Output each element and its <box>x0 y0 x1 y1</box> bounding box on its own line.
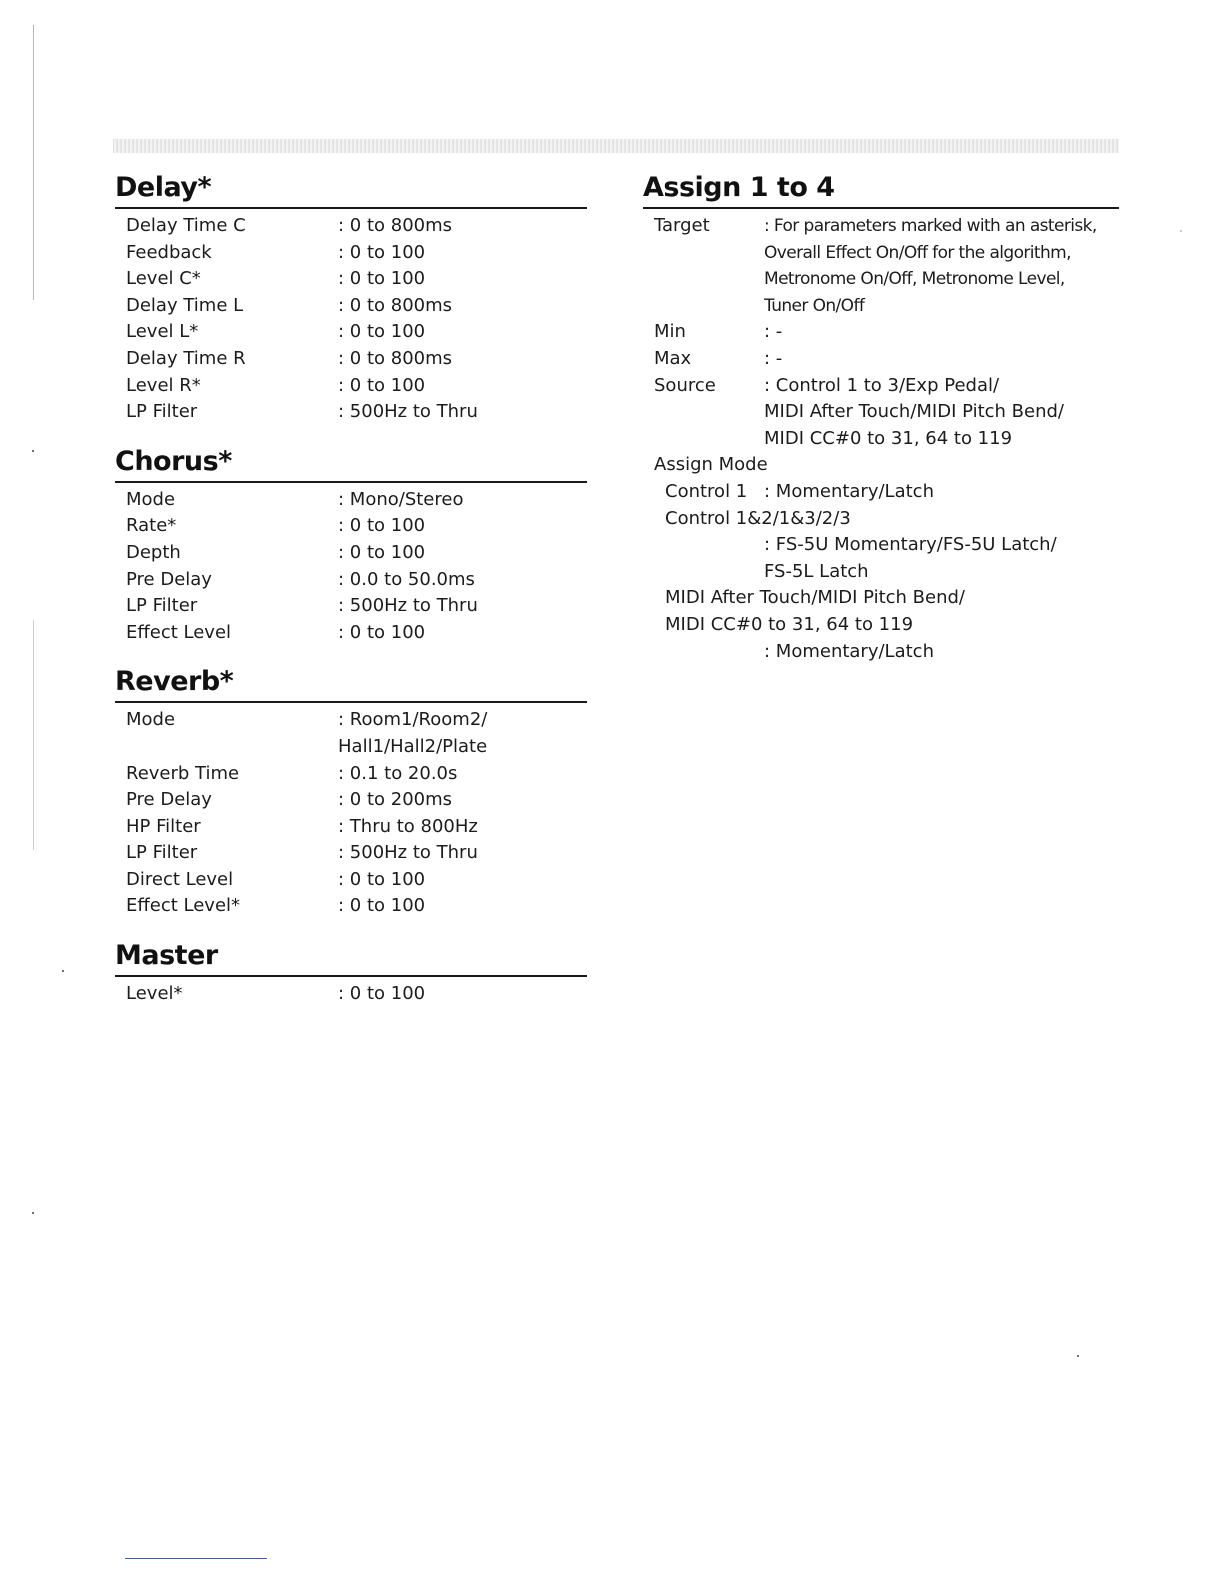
param-value: : 0 to 100 <box>338 868 426 890</box>
assign-section <box>643 170 1119 665</box>
param-label: Level C* <box>126 268 201 290</box>
param-value: : 0 to 100 <box>338 321 426 343</box>
param-label: Feedback <box>126 241 212 263</box>
param-row <box>115 240 587 267</box>
param-value: : 0.0 to 50.0ms <box>338 568 475 590</box>
param-label: Direct Level <box>126 868 234 890</box>
param-value: : Room1/Room2/ Hall1/Hall2/Plate <box>338 709 488 757</box>
param-value: : 0 to 800ms <box>338 347 453 369</box>
param-label: Mode <box>126 709 176 731</box>
param-row <box>115 213 587 240</box>
param-row <box>115 814 587 841</box>
source-row <box>643 373 1119 453</box>
param-label: Pre Delay <box>126 789 212 811</box>
param-row <box>115 567 587 594</box>
param-row <box>115 399 587 426</box>
master-section <box>115 938 587 1008</box>
min-label: Min <box>654 321 686 343</box>
param-row <box>115 981 587 1008</box>
section-rule <box>115 481 587 483</box>
param-value: : 0 to 100 <box>338 241 426 263</box>
param-value: : 0 to 100 <box>338 515 426 537</box>
param-row <box>115 893 587 920</box>
section-rule <box>115 207 587 209</box>
min-value: : - <box>764 321 783 343</box>
param-value: : 500Hz to Thru <box>338 401 478 423</box>
section-title: Master <box>115 940 218 972</box>
param-value: : 0 to 100 <box>338 983 426 1005</box>
param-value: : 500Hz to Thru <box>338 842 478 864</box>
control1-label: Control 1 <box>665 480 748 502</box>
min-row <box>643 319 1119 346</box>
param-row <box>115 540 587 567</box>
section-rule <box>643 207 1119 209</box>
param-value: : 0 to 800ms <box>338 294 453 316</box>
scan-speck <box>1180 230 1182 232</box>
param-label: Reverb Time <box>126 762 240 784</box>
param-value: : 0 to 100 <box>338 541 426 563</box>
max-label: Max <box>654 347 692 369</box>
scan-speck <box>62 970 64 972</box>
scan-speck <box>32 1212 34 1214</box>
param-value: : Thru to 800Hz <box>338 815 478 837</box>
section-title: Delay* <box>115 172 212 203</box>
param-row <box>115 707 587 760</box>
section-title: Chorus* <box>115 445 232 477</box>
param-row <box>115 487 587 514</box>
param-label: Level* <box>126 983 183 1005</box>
param-row <box>115 593 587 620</box>
midi-source-line: MIDI After Touch/MIDI Pitch Bend/ <box>665 587 965 609</box>
param-label: Rate* <box>126 515 177 537</box>
param-label: HP Filter <box>126 815 201 837</box>
param-row <box>115 787 587 814</box>
param-label: Pre Delay <box>126 568 212 590</box>
param-row <box>115 840 587 867</box>
param-value: : 500Hz to Thru <box>338 595 478 617</box>
param-label: Mode <box>126 488 176 510</box>
control-combo-value: : FS-5U Momentary/FS-5U Latch/ FS-5L Latch <box>764 534 1057 582</box>
param-value: : 0.1 to 20.0s <box>338 762 458 784</box>
param-value: : 0 to 100 <box>338 374 426 396</box>
target-row <box>643 213 1119 319</box>
param-row <box>115 266 587 293</box>
param-label: Delay Time L <box>126 294 244 316</box>
max-value: : - <box>764 347 783 369</box>
section-rule <box>115 975 587 977</box>
param-label: Effect Level* <box>126 895 241 917</box>
param-label: Delay Time C <box>126 215 246 236</box>
param-label: LP Filter <box>126 401 198 423</box>
scan-speck <box>32 450 34 452</box>
param-value: : 0 to 100 <box>338 621 426 643</box>
scan-edge-line <box>33 25 34 300</box>
chorus-section <box>115 444 587 647</box>
target-label: Target <box>654 215 710 236</box>
midi-source-line: MIDI CC#0 to 31, 64 to 119 <box>665 613 914 635</box>
param-row <box>115 319 587 346</box>
param-row <box>115 761 587 788</box>
reverb-section <box>115 664 587 920</box>
right-column <box>643 170 1119 683</box>
source-label: Source <box>654 374 716 396</box>
section-title: Assign 1 to 4 <box>643 172 835 203</box>
param-row <box>115 346 587 373</box>
param-row <box>115 373 587 400</box>
left-column <box>115 170 587 1026</box>
param-row <box>115 513 587 540</box>
max-row <box>643 346 1119 373</box>
param-value: : 0 to 100 <box>338 268 426 290</box>
target-value: : For parameters marked with an asterisk, Overall Effect On/Off for the algorithm, Metronome On/Off, Metronome Level, Tuner On/Off <box>764 216 1097 316</box>
param-label: LP Filter <box>126 842 198 864</box>
param-row <box>115 293 587 320</box>
scan-edge-line <box>33 620 34 850</box>
scan-speck <box>1077 1355 1079 1357</box>
param-value: : 0 to 100 <box>338 895 426 917</box>
section-rule <box>115 701 587 703</box>
delay-section <box>115 170 587 426</box>
midi-mode-value: : Momentary/Latch <box>764 640 934 662</box>
footer-rule <box>125 1558 267 1559</box>
section-title: Reverb* <box>115 666 234 698</box>
assign-mode-heading: Assign Mode <box>654 454 768 476</box>
header-band <box>113 139 1119 153</box>
param-label: Delay Time R <box>126 347 246 369</box>
param-value: : 0 to 200ms <box>338 789 453 811</box>
param-row <box>115 867 587 894</box>
param-value: : 0 to 800ms <box>338 215 453 236</box>
param-label: Level R* <box>126 374 201 396</box>
control1-row <box>643 479 1119 506</box>
param-label: LP Filter <box>126 595 198 617</box>
source-value: : Control 1 to 3/Exp Pedal/ MIDI After Touch/MIDI Pitch Bend/ MIDI CC#0 to 31, 64 to 119 <box>764 374 1064 449</box>
param-label: Depth <box>126 541 181 563</box>
param-label: Effect Level <box>126 621 232 643</box>
param-value: : Mono/Stereo <box>338 488 464 510</box>
control-combo-label: Control 1&2/1&3/2/3 <box>665 507 851 529</box>
param-row <box>115 620 587 647</box>
param-label: Level L* <box>126 321 199 343</box>
control1-value: : Momentary/Latch <box>764 480 934 502</box>
